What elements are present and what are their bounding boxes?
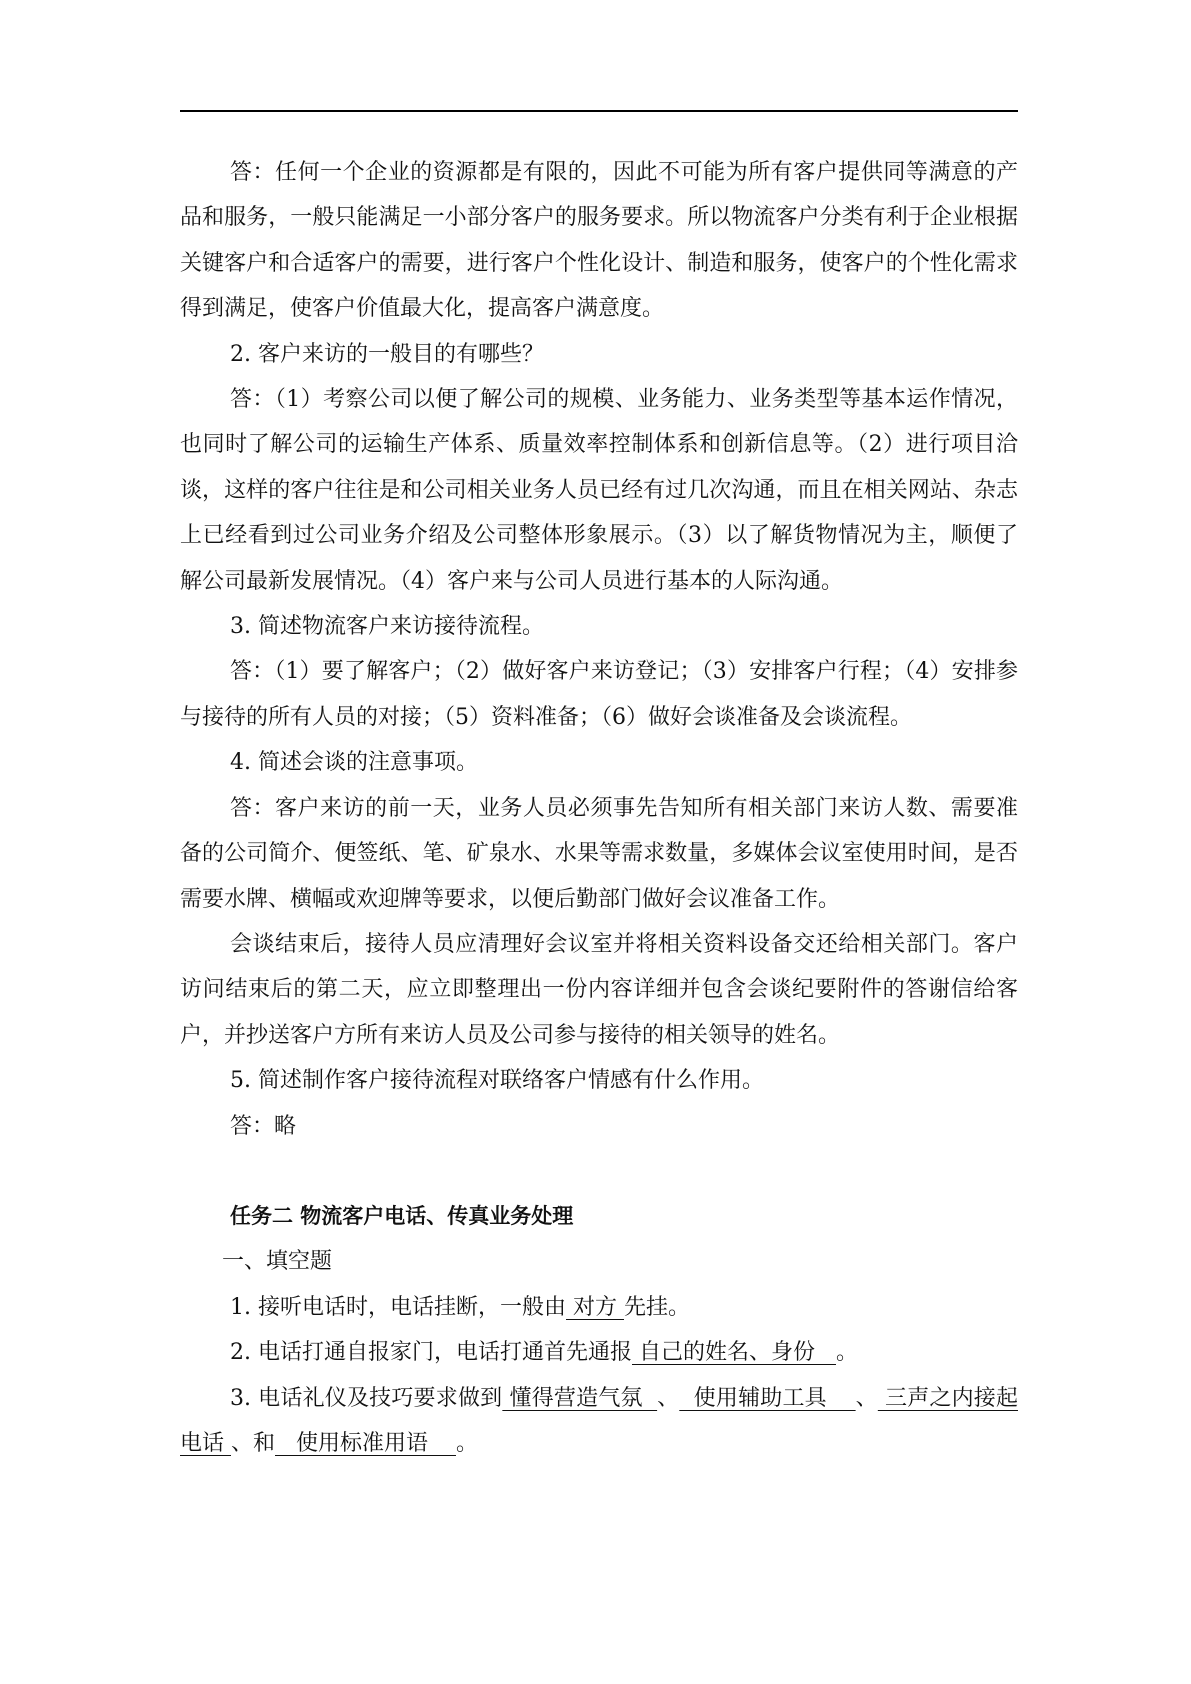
answer-paragraph-3: 答：（1）要了解客户；（2）做好客户来访登记；（3）安排客户行程；（4）安排参与接待的所有人员的对接；（5）资料准备；（6）做好会谈准备及会谈流程。 <box>180 659 1018 730</box>
sub-title: 一、填空题 <box>222 1249 333 1275</box>
fill-q3-suffix: 。 <box>455 1430 478 1456</box>
fill-q1-blank: 对方 <box>566 1294 624 1320</box>
fill-q1-prefix: 1. 接听电话时，电话挂断，一般由 <box>230 1294 566 1320</box>
fill-q3-blank-3: 三声之内接起电话 <box>180 1385 1018 1456</box>
question-3: 3. 简述物流客户来访接待流程。 <box>230 614 544 640</box>
fill-q3-blank-1: 懂得营造气氛 <box>502 1385 658 1411</box>
document-body <box>180 150 1018 1466</box>
question-2: 2. 客户来访的一般目的有哪些？ <box>230 341 544 367</box>
question-5: 5. 简述制作客户接待流程对联络客户情感有什么作用。 <box>230 1068 764 1094</box>
fill-q2-prefix: 2. 电话打通自报家门，电话打通首先通报 <box>230 1340 632 1366</box>
fill-q3-prefix: 3. 电话礼仪及技巧要求做到 <box>230 1385 503 1411</box>
fill-question-1 <box>180 1285 1018 1330</box>
answer-paragraph-2: 答：（1）考察公司以便了解公司的规模、业务能力、业务类型等基本运作情况，也同时了解公司的运输生产体系、质量效率控制体系和创新信息等。（2）进行项目洽谈，这样的客户往往是和公司相关业务人员已经有过几次沟通，而且在相关网站、杂志上已经看到过公司业务介绍及公司整体形象展示。（3）以了解货物情况为主，顺便了解公司最新发展情况。（4）客户来与公司人员进行基本的人际沟通。 <box>180 387 1018 594</box>
fill-question-2 <box>180 1330 1018 1375</box>
answer-paragraph-1: 答：任何一个企业的资源都是有限的，因此不可能为所有客户提供同等满意的产品和服务，一般只能满足一小部分客户的服务要求。所以物流客户分类有利于企业根据关键客户和合适客户的需要，进行客户个性化设计、制造和服务，使客户的个性化需求得到满足，使客户价值最大化，提高客户满意度。 <box>180 160 1018 322</box>
fill-question-3 <box>180 1376 1018 1467</box>
fill-q3-blank-2: 使用辅助工具 <box>679 1385 856 1411</box>
answer-paragraph-5: 答：略 <box>230 1113 297 1139</box>
fill-q1-suffix: 先挂。 <box>624 1294 691 1320</box>
fill-q2-suffix: 。 <box>835 1340 858 1366</box>
header-rule <box>180 110 1018 112</box>
answer-paragraph-4a: 答：客户来访的前一天，业务人员必须事先告知所有相关部门来访人数、需要准备的公司简介、便签纸、笔、矿泉水、水果等需求数量，多媒体会议室使用时间，是否需要水牌、横幅或欢迎牌等要求，以便后勤部门做好会议准备工作。 <box>180 795 1018 912</box>
answer-paragraph-4b: 会谈结束后，接待人员应清理好会议室并将相关资料设备交还给相关部门。客户访问结束后的第二天，应立即整理出一份内容详细并包含会谈纪要附件的答谢信给客户，并抄送客户方所有来访人员及公司参与接待的相关领导的姓名。 <box>180 931 1018 1048</box>
question-4: 4. 简述会谈的注意事项。 <box>230 750 478 776</box>
fill-q3-blank-4: 使用标准用语 <box>275 1430 456 1456</box>
fill-q3-sep-2: 、 <box>855 1385 878 1411</box>
fill-q3-sep-3: 、和 <box>231 1430 276 1456</box>
section-title: 任务二 物流客户电话、传真业务处理 <box>230 1203 574 1228</box>
fill-q2-blank: 自己的姓名、身份 <box>632 1340 836 1366</box>
fill-q3-sep-1: 、 <box>657 1385 680 1411</box>
